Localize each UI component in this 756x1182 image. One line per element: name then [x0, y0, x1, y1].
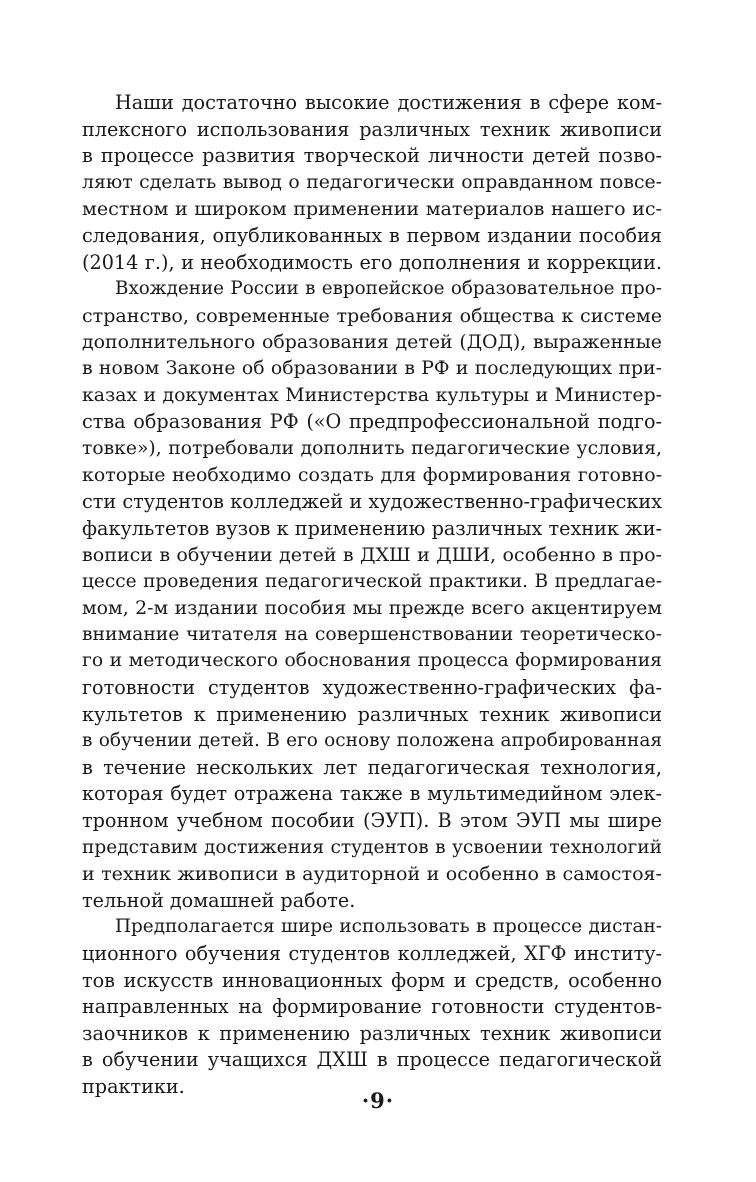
text-line: ционного обучения студентов колледжей, ХГФ институ- [82, 942, 662, 965]
text-line: факультетов вузов к применению различных техник жи- [82, 516, 662, 540]
text-line: которые необходимо создать для формирования готовно- [82, 464, 662, 487]
body-text [82, 90, 662, 1101]
text-line: в обучении детей. В его основу положена апробированная [82, 730, 662, 752]
text-line: внимание читателя на совершенствовании теоретическо- [82, 623, 662, 645]
text-line: в процессе развития творческой личности детей позво- [82, 144, 662, 168]
text-line: дополнительного образования детей (ДОД), выраженные [82, 331, 662, 354]
text-line: цессе проведения педагогической практики. В предлагае- [82, 570, 662, 592]
text-line: готовности студентов художественно-графических фа- [82, 676, 662, 700]
text-line: в течение нескольких лет педагогическая технология, [82, 755, 662, 779]
text-line: тов искусств инновационных форм и средств, особенно [82, 968, 662, 992]
text-line: ляют сделать вывод о педагогически оправданном повсе- [82, 171, 662, 193]
text-line: вописи в обучении детей в ДХШ и ДШИ, особенно в про- [82, 544, 662, 567]
paragraph-3 [82, 914, 662, 1100]
text-line: культетов к применению различных техник живописи [82, 702, 662, 726]
text-line: которая будет отражена также в мультимедийном элек- [82, 782, 662, 806]
text-line: го и методического обоснования процесса формирования [82, 650, 662, 672]
text-line: (2014 г.), и необходимость его дополнения и коррекции. [82, 250, 662, 274]
text-line: направленных на формирование готовности студентов- [82, 995, 662, 1019]
text-line: тронном учебном пособии (ЭУП). В этом ЭУП мы шире [82, 809, 662, 833]
text-line: казах и документах Министерства культуры и Министер- [82, 384, 662, 406]
text-line: практики. [82, 1074, 185, 1098]
text-line: тельной домашней работе. [82, 888, 356, 912]
text-line: ства образования РФ («О предпрофессиональной подго- [82, 410, 662, 434]
text-line: мом, 2-м издании пособия мы прежде всего акцентируем [82, 597, 662, 620]
text-line: странство, современные требования общества к системе [82, 304, 662, 327]
text-line: представим достижения студентов в усвоении технологий [82, 836, 662, 858]
text-line: в обучении учащихся ДХШ в процессе педагогической [82, 1048, 662, 1072]
text-line: Вхождение России в европейское образовательное про- [115, 278, 662, 300]
text-line: товке»), потребовали дополнить педагогические условия, [82, 437, 662, 459]
text-line: и техник живописи в аудиторной и особенно в самостоя- [82, 863, 662, 886]
text-line: плексного использования различных техник живописи [82, 117, 662, 141]
text-line: в новом Законе об образовании в РФ и последующих при- [82, 357, 662, 379]
text-line: Наши достаточно высокие достижения в сфере ком- [115, 91, 662, 114]
paragraph-2 [82, 276, 662, 914]
page-number: ·9· [361, 1088, 395, 1113]
text-line: следования, опубликованных в первом издании пособия [82, 223, 662, 247]
text-line: местном и широком применении материалов нашего ис- [82, 197, 662, 221]
text-line: Предполагается шире использовать в процессе дистан- [115, 916, 662, 938]
paragraph-1 [82, 90, 662, 276]
text-line: сти студентов колледжей и художественно-графических [82, 489, 662, 513]
text-line: заочников к применению различных техник живописи [82, 1021, 662, 1045]
